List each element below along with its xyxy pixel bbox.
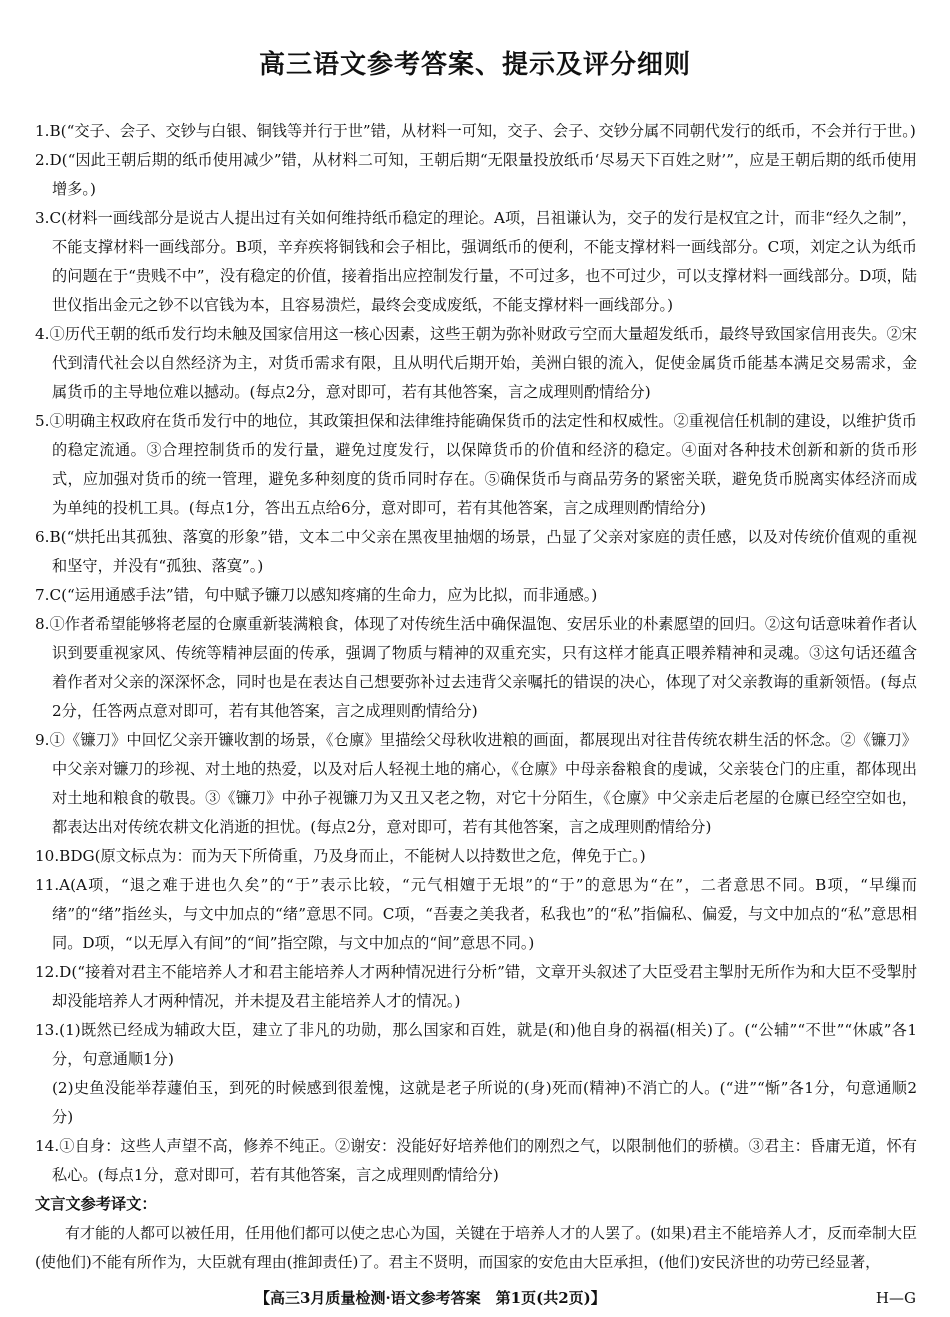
answer-item-2: 2.D(“因此王朝后期的纸币使用减少”错，从材料二可知，王朝后期“无限量投放纸币‘尽易天下百姓之财’”，应是王朝后期的纸币使用增多。) — [35, 151, 917, 198]
answer-item-7: 7.C(“运用通感手法”错，句中赋予镰刀以感知疼痛的生命力，应为比拟，而非通感。) — [35, 586, 598, 604]
answer-item-13: 13.(1)既然已经成为辅政大臣，建立了非凡的功勋，那么国家和百姓，就是(和)他自身的祸福(相关)了。(“公辅”“不世”“休戚”各1分，句意通顺1分) — [35, 1021, 917, 1068]
page-title: 高三语文参考答案、提示及评分细则 — [258, 50, 691, 80]
answer-item-4: 4.①历代王朝的纸币发行均未触及国家信用这一核心因素，这些王朝为弥补财政亏空而大量超发纸币，最终导致国家信用丧失。②宋代到清代社会以自然经济为主，对货币需求有限，且从明代后期开始，美洲白银的流入，促使金属货币能基本满足交易需求，金属货币的主导地位难以撼动。(每点2分，意对即可，若有其他答案，言之成理则酌情给分) — [35, 325, 917, 401]
answer-item-6: 6.B(“烘托出其孤独、落寞的形象”错，文本二中父亲在黑夜里抽烟的场景，凸显了父亲对家庭的责任感，以及对传统价值观的重视和坚守，并没有“孤独、落寞”。) — [35, 528, 917, 575]
answer-item-5: 5.①明确主权政府在货币发行中的地位，其政策担保和法律维持能确保货币的法定性和权威性。②重视信任机制的建设，以维护货币的稳定流通。③合理控制货币的发行量，避免过度发行，以保障货币的价值和经济的稳定。④面对各种技术创新和新的货币形式，应加强对货币的统一管理，避免多种刻度的货币同时存在。⑤确保货币与商品劳务的紧密关联，避免货币脱离实体经济而成为单纯的投机工具。(每点1分，答出五点给6分，意对即可，若有其他答案，言之成理则酌情给分) — [35, 412, 917, 517]
footer-page-info: 【高三3月质量检测·语文参考答案 第1页(共2页)】 — [255, 1289, 606, 1307]
answer-item-8: 8.①作者希望能够将老屋的仓廪重新装满粮食，体现了对传统生活中确保温饱、安居乐业的朴素愿望的回归。②这句话意味着作者认识到要重视家风、传统等精神层面的传承，强调了物质与精神的双重充实，只有这样才能真正喂养精神和灵魂。③这句话还蕴含着作者对父亲的深深怀念，同时也是在表达自己想要弥补过去违背父亲嘱托的错误的决心，体现了对父亲教诲的重新领悟。(每点2分，任答两点意对即可，若有其他答案，言之成理则酌情给分) — [35, 615, 917, 720]
page-footer — [0, 1287, 950, 1317]
footer-code: H—G — [875, 1289, 916, 1307]
answer-item-3: 3.C(材料一画线部分是说古人提出过有关如何维持纸币稳定的理论。A项，吕祖谦认为，交子的发行是权宜之计，而非“经久之制”，不能支撑材料一画线部分。B项，辛弃疾将铜钱和会子相比，强调纸币的便利，不能支撑材料一画线部分。C项，刘定之认为纸币的问题在于“贵贱不中”，没有稳定的价值，接着指出应控制发行量，不可过多，也不可过少，可以支撑材料一画线部分。D项，陆世仪指出金元之钞不以官钱为本，且容易溃烂，最终会变成废纸，不能支撑材料一画线部分。) — [35, 209, 917, 314]
answer-item-12: 12.D(“接着对君主不能培养人才和君主能培养人才两种情况进行分析”错，文章开头叙述了大臣受君主掣肘无所作为和大臣不受掣肘却没能培养人才两种情况，并未提及君主能培养人才的情况。) — [35, 963, 917, 1010]
answer-item-9: 9.①《镰刀》中回忆父亲开镰收割的场景，《仓廪》里描绘父母秋收进粮的画面，都展现出对往昔传统农耕生活的怀念。②《镰刀》中父亲对镰刀的珍视、对土地的热爱，以及对后人轻视土地的痛心，《仓廪》中母亲畚粮食的虔诚，父亲装仓门的庄重，都体现出对土地和粮食的敬畏。③《镰刀》中孙子视镰刀为又丑又老之物，对它十分陌生，《仓廪》中父亲走后老屋的仓廪已经空空如也，都表达出对传统农耕文化消逝的担忧。(每点2分，意对即可，若有其他答案，言之成理则酌情给分) — [35, 731, 917, 836]
answer-item-10: 10.BDG(原文标点为：而为天下所倚重，乃及身而止，不能树人以持数世之危，俾免于亡。) — [35, 847, 646, 865]
translation-heading: 文言文参考译文： — [35, 1195, 157, 1213]
translation-text: 有才能的人都可以被任用，任用他们都可以使之忠心为国，关键在于培养人才的人罢了。(如果)君主不能培养人才，反而牵制大臣(使他们)不能有所作为，大臣就有理由(推卸责任)了。君主不贤明，而国家的安危由大臣承担，(他们)安民济世的功劳已经显著， — [35, 1224, 917, 1271]
answer-body — [35, 117, 917, 1277]
answer-item-14: 14.①自身：这些人声望不高，修养不纯正。②谢安：没能好好培养他们的刚烈之气，以限制他们的骄横。③君主：昏庸无道，怀有私心。(每点1分，意对即可，若有其他答案，言之成理则酌情给分) — [35, 1137, 917, 1184]
answer-item-13-part-2: (2)史鱼没能举荐蘧伯玉，到死的时候感到很羞愧，这就是老子所说的(身)死而(精神)不消亡的人。(“进”“惭”各1分，句意通顺2分) — [52, 1079, 917, 1126]
answer-item-11: 11.A(A项，“退之难于进也久矣”的“于”表示比较，“元气相嬗于无垠”的“于”的意思为“在”，二者意思不同。B项，“早缫而绪”的“绪”指丝头，与文中加点的“绪”意思不同。C项，“吾妻之美我者，私我也”的“私”指偏私、偏爱，与文中加点的“私”意思相同。D项，“以无厚入有间”的“间”指空隙，与文中加点的“间”意思不同。) — [35, 876, 917, 952]
answer-item-1: 1.B(“交子、会子、交钞与白银、铜钱等并行于世”错，从材料一可知，交子、会子、交钞分属不同朝代发行的纸币，不会并行于世。) — [35, 122, 916, 140]
